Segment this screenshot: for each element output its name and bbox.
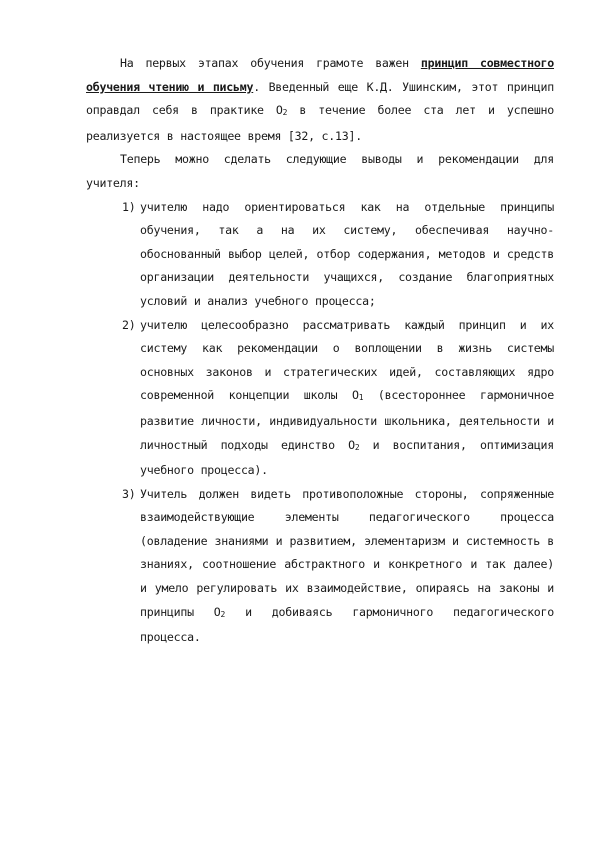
intro-paragraph: [86, 52, 554, 148]
intro-text-middle: . Введенный еще К.Д. Ушинским, этот принцип оправдал себя в практике О: [86, 79, 554, 118]
emphasized-principle: принцип совместного обучения чтению и письму: [86, 56, 555, 94]
list-item: [86, 196, 554, 314]
conclusions-paragraph: Теперь можно сделать следующие выводы и рекомендации для учителя:: [86, 152, 554, 190]
list-item-number: 3): [122, 486, 136, 501]
list-item-text-part1: учителю целесообразно рассматривать каждый принцип и их систему как рекомендации о воплощении в жизнь системы основных законов и стратегических идей, составляющих ядро современной концепции школы О: [140, 317, 554, 403]
document-body: [86, 52, 554, 650]
list-item: [86, 314, 554, 483]
subscript-index: 2: [282, 108, 288, 118]
list-item-text-part3: и воспитания, оптимизация учебного процесса).: [140, 437, 555, 478]
list-item-number: 2): [122, 317, 136, 332]
intro-text-start: На первых этапах обучения грамоте важен: [120, 56, 421, 70]
recommendations-list: [86, 196, 554, 650]
list-item-number: 1): [122, 199, 136, 214]
subscript-index: 2: [354, 442, 360, 452]
subscript-index: 1: [358, 393, 364, 403]
list-item-text: учителю надо ориентироваться как на отдельные принципы обучения, так а на их систему, обеспечивая научно-обоснованный выбор целей, отбор содержания, методов и средств организации деятельности учащихся, создание благоприятных условий и анализ учебного процесса;: [140, 199, 554, 308]
list-item: [86, 483, 554, 650]
subscript-index: 2: [220, 609, 226, 619]
list-item-text-part2: и добиваясь гармоничного педагогического процесса.: [140, 604, 554, 645]
list-item-text-part2: (всестороннее гармоничное развитие личности, индивидуальности школьника, деятельности и личностный подходы единство О: [140, 388, 554, 452]
intro-text-end: в течение более ста лет и успешно реализуется в настоящее время [32, с.13].: [86, 103, 555, 143]
list-item-text-part1: Учитель должен видеть противоположные стороны, сопряженные взаимодействующие элементы педагогического процесса (овладение знаниями и развитием, элементаризм и системность в знаниях, соотношение абстрактного и конкретного и так далее) и умело регулировать их взаимодействие, опираясь на законы и принципы О: [140, 486, 554, 619]
